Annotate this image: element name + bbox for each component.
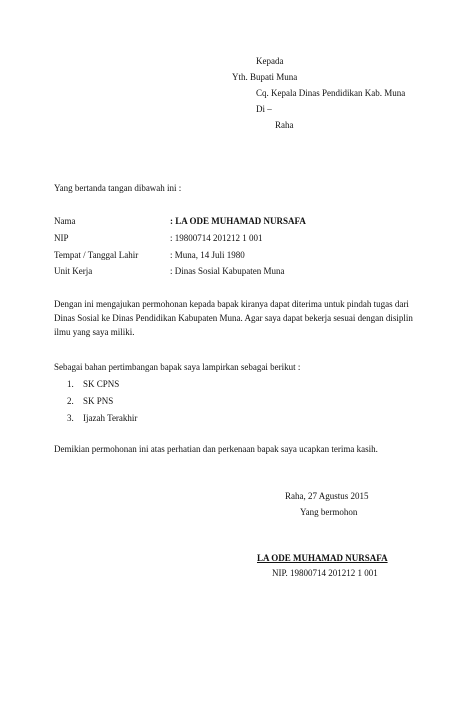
identity-label: Nama (54, 216, 76, 226)
intro-text: Yang bertanda tangan dibawah ini : (54, 183, 182, 193)
attachment-item (67, 396, 113, 407)
recipient-city: Raha (275, 120, 294, 130)
identity-value: : Dinas Sosial Kabupaten Muna (170, 266, 285, 276)
signature-name: LA ODE MUHAMAD NURSAFA (257, 553, 388, 563)
identity-value: : LA ODE MUHAMAD NURSAFA (170, 216, 306, 226)
body-paragraph: Dengan ini mengajukan permohonan kepada bapak kiranya dapat diterima untuk pindah tugas dari Dinas Sosial ke Dinas Pendidikan Kabupaten Muna. Agar saya dapat bekerja sesuai dengan disiplin ilmu yang saya miliki. (54, 299, 413, 337)
identity-row-nip (54, 233, 424, 245)
attachments-intro: Sebagai bahan pertimbangan bapak saya lampirkan sebagai berikut : (54, 362, 301, 372)
identity-row-ttl (54, 250, 424, 262)
recipient-yth: Yth. Bupati Muna (232, 72, 298, 82)
attachment-number: 2. (67, 396, 74, 406)
identity-label: Tempat / Tanggal Lahir (54, 250, 139, 260)
identity-value: : 19800714 201212 1 001 (170, 233, 263, 243)
signature-nip: NIP. 19800714 201212 1 001 (272, 568, 378, 578)
recipient-cq: Cq. Kepala Dinas Pendidikan Kab. Muna (256, 88, 406, 98)
recipient-di: Di – (256, 104, 272, 114)
identity-row-nama (54, 216, 424, 228)
closing-text: Demikian permohonan ini atas perhatian dan perkenaan bapak saya ucapkan terima kasih. (54, 444, 378, 454)
signature-place-date: Raha, 27 Agustus 2015 (285, 491, 369, 501)
attachment-text: SK PNS (83, 396, 114, 406)
identity-label: Unit Kerja (54, 266, 93, 276)
recipient-kepada: Kepada (256, 56, 284, 66)
attachment-text: SK CPNS (83, 379, 120, 389)
attachment-number: 3. (67, 413, 74, 423)
identity-label: NIP (54, 233, 69, 243)
attachment-item (67, 379, 119, 390)
identity-value: : Muna, 14 Juli 1980 (170, 250, 245, 260)
attachment-number: 1. (67, 379, 74, 389)
attachment-text: Ijazah Terakhir (83, 413, 138, 423)
attachment-item (67, 413, 137, 424)
identity-row-unit (54, 266, 424, 278)
signature-salutation: Yang bermohon (300, 507, 358, 517)
